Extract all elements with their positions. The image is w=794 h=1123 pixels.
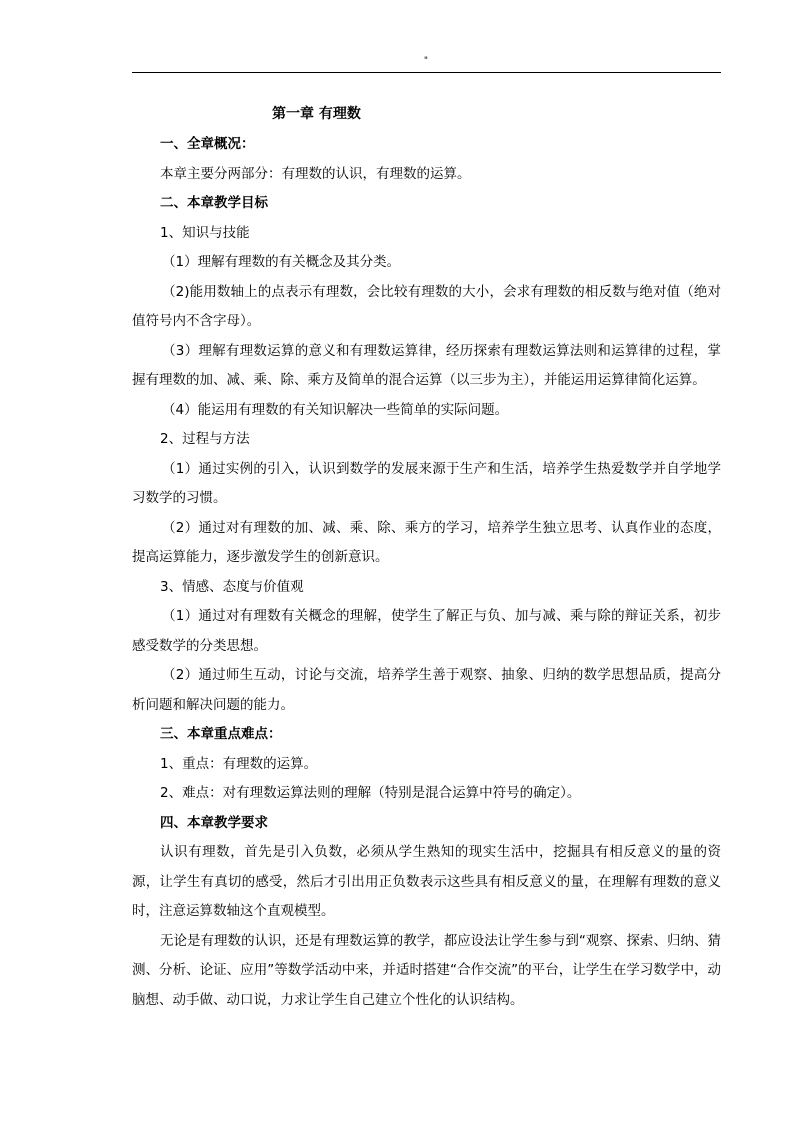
key-point-item: 1、重点：有理数的运算。 bbox=[160, 755, 318, 772]
section-heading-goals: 二、本章教学目标 bbox=[160, 195, 268, 211]
goal-item: （1）理解有理数的有关概念及其分类。 bbox=[162, 254, 401, 270]
subheading-attitudes-values: 3、情感、态度与价值观 bbox=[160, 578, 304, 595]
goal-item: （1）通过对有理数有关概念的理解，使学生了解正与负、加与减、乘与除的辩证关系，初步感受数学的分类思想。 bbox=[132, 608, 721, 654]
key-point-item: 2、难点：对有理数运算法则的理解（特别是混合运算中符号的确定）。 bbox=[160, 785, 581, 801]
section-heading-requirements: 四、本章教学要求 bbox=[160, 814, 268, 831]
header-mark: " bbox=[423, 56, 429, 66]
subheading-process-methods: 2、过程与方法 bbox=[160, 431, 250, 447]
document-body bbox=[132, 100, 721, 1015]
goal-item: （3）理解有理数运算的意义和有理数运算律，经历探索有理数运算法则和运算律的过程，掌握有理数的加、减、乘、除、乘方及简单的混合运算（以三步为主），并能运用运算律简化运算。 bbox=[132, 342, 721, 388]
goal-item: （2)能用数轴上的点表示有理数，会比较有理数的大小，会求有理数的相反数与绝对值（绝对值符号内不含字母）。 bbox=[132, 283, 721, 329]
requirements-paragraph: 无论是有理数的认识，还是有理数运算的教学，都应设法让学生参与到“观察、探索、归纳、猜测、分析、论证、应用”等数学活动中来，并适时搭建“合作交流”的平台，让学生在学习数学中，动脑想、动手做、动口说，力求让学生自己建立个性化的认识结构。 bbox=[132, 932, 721, 1008]
goal-item: （4）能运用有理数的有关知识解决一些简单的实际问题。 bbox=[162, 401, 509, 418]
section-heading-overview: 一、全章概况： bbox=[160, 136, 255, 152]
goal-item: （2）通过对有理数的加、减、乘、除、乘方的学习，培养学生独立思考、认真作业的态度，提高运算能力，逐步激发学生的创新意识。 bbox=[132, 519, 721, 565]
goal-item: （2）通过师生互动，讨论与交流，培养学生善于观察、抽象、归纳的数学思想品质，提高分析问题和解决问题的能力。 bbox=[132, 667, 721, 713]
goal-item: （1）通过实例的引入，认识到数学的发展来源于生产和生活，培养学生热爱数学并自学地学习数学的习惯。 bbox=[132, 460, 721, 506]
header-rule bbox=[132, 72, 721, 73]
chapter-title: 第一章 有理数 bbox=[272, 106, 361, 122]
subheading-knowledge-skills: 1、知识与技能 bbox=[160, 224, 250, 241]
section-heading-key-points: 三、本章重点难点： bbox=[160, 726, 282, 742]
overview-text: 本章主要分两部分：有理数的认识，有理数的运算。 bbox=[160, 165, 471, 182]
requirements-paragraph: 认识有理数，首先是引入负数，必须从学生熟知的现实生活中，挖掘具有相反意义的量的资源，让学生有真切的感受，然后才引出用正负数表示这些具有相反意义的量，在理解有理数的意义时，注意运算数轴这个直观模型。 bbox=[132, 844, 721, 919]
